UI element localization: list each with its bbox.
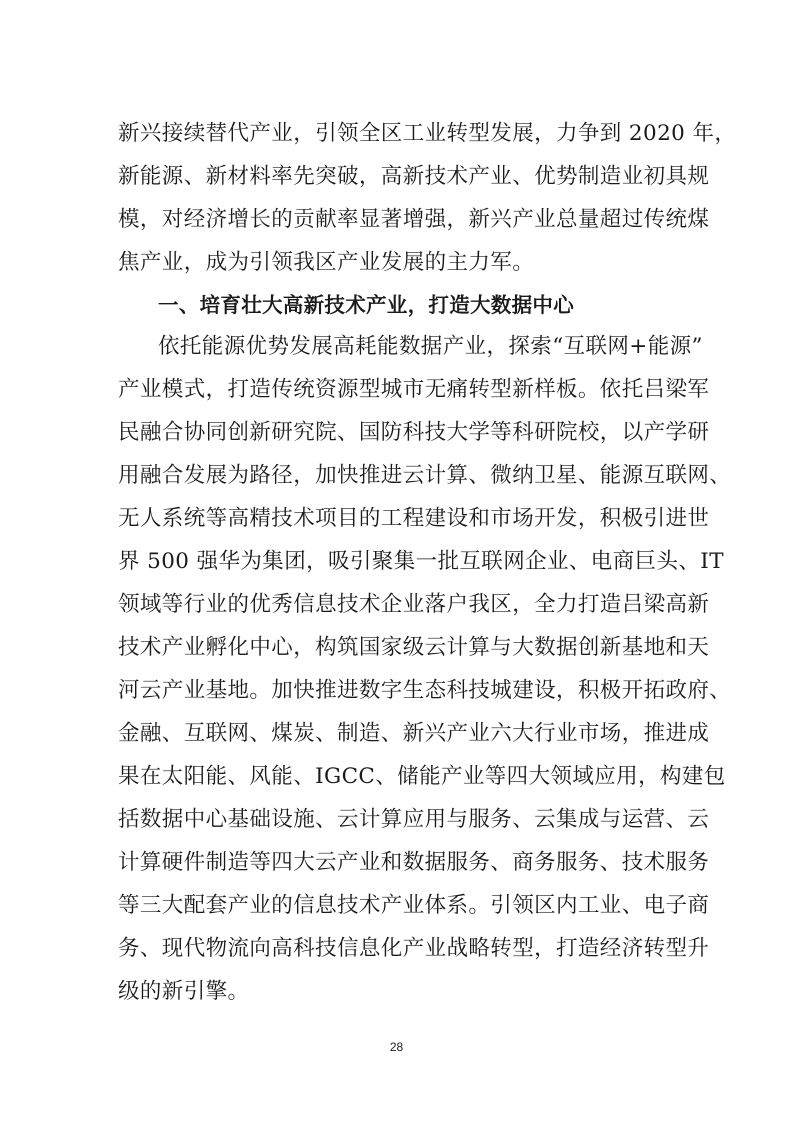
paragraph-2-line-2: 产业模式，打造传统资源型城市无痛转型新样板。依托吕梁军 [118, 377, 710, 402]
paragraph-2-line-9: 河云产业基地。加快推进数字生态科技城建设，积极开拓政府、 [118, 678, 732, 703]
page-number: 28 [389, 1040, 404, 1054]
paragraph-2-line-8: 技术产业孵化中心，构筑国家级云计算与大数据创新基地和天 [118, 635, 710, 660]
paragraph-2-line-16: 级的新引擎。 [118, 979, 250, 1004]
paragraph-2-line-13: 计算硬件制造等四大云产业和数据服务、商务服务、技术服务 [118, 850, 710, 875]
paragraph-2-line-4: 用融合发展为路径，加快推进云计算、微纳卫星、能源互联网、 [118, 463, 732, 488]
section-heading: 一、培育壮大高新技术产业，打造大数据中心 [158, 293, 574, 317]
paragraph-1-line-4: 焦产业，成为引领我区产业发展的主力军。 [118, 250, 535, 275]
paragraph-2-line-3: 民融合协同创新研究院、国防科技大学等科研院校，以产学研 [118, 420, 710, 445]
paragraph-2-line-11: 果在太阳能、风能、IGCC、储能产业等四大领域应用，构建包 [118, 764, 726, 789]
paragraph-2-line-1: 依托能源优势发展高耗能数据产业，探索“互联网+能源” [158, 334, 703, 359]
paragraph-2-line-12: 括数据中心基础设施、云计算应用与服务、云集成与运营、云 [118, 807, 710, 832]
paragraph-2-line-14: 等三大配套产业的信息技术产业体系。引领区内工业、电子商 [118, 893, 710, 918]
paragraph-2-line-7: 领域等行业的优秀信息技术企业落户我区，全力打造吕梁高新 [118, 592, 710, 617]
paragraph-1-line-1: 新兴接续替代产业，引领全区工业转型发展，力争到 2020 年， [118, 121, 737, 146]
paragraph-1-line-3: 模，对经济增长的贡献率显著增强，新兴产业总量超过传统煤 [118, 207, 710, 232]
paragraph-2-line-10: 金融、互联网、煤炭、制造、新兴产业六大行业市场，推进成 [118, 721, 710, 746]
paragraph-2-line-5: 无人系统等高精技术项目的工程建设和市场开发，积极引进世 [118, 506, 710, 531]
paragraph-2-line-15: 务、现代物流向高科技信息化产业战略转型，打造经济转型升 [118, 936, 710, 961]
paragraph-1-line-2: 新能源、新材料率先突破，高新技术产业、优势制造业初具规 [118, 164, 710, 189]
paragraph-2-line-6: 界 500 强华为集团，吸引聚集一批互联网企业、电商巨头、IT [118, 549, 724, 574]
